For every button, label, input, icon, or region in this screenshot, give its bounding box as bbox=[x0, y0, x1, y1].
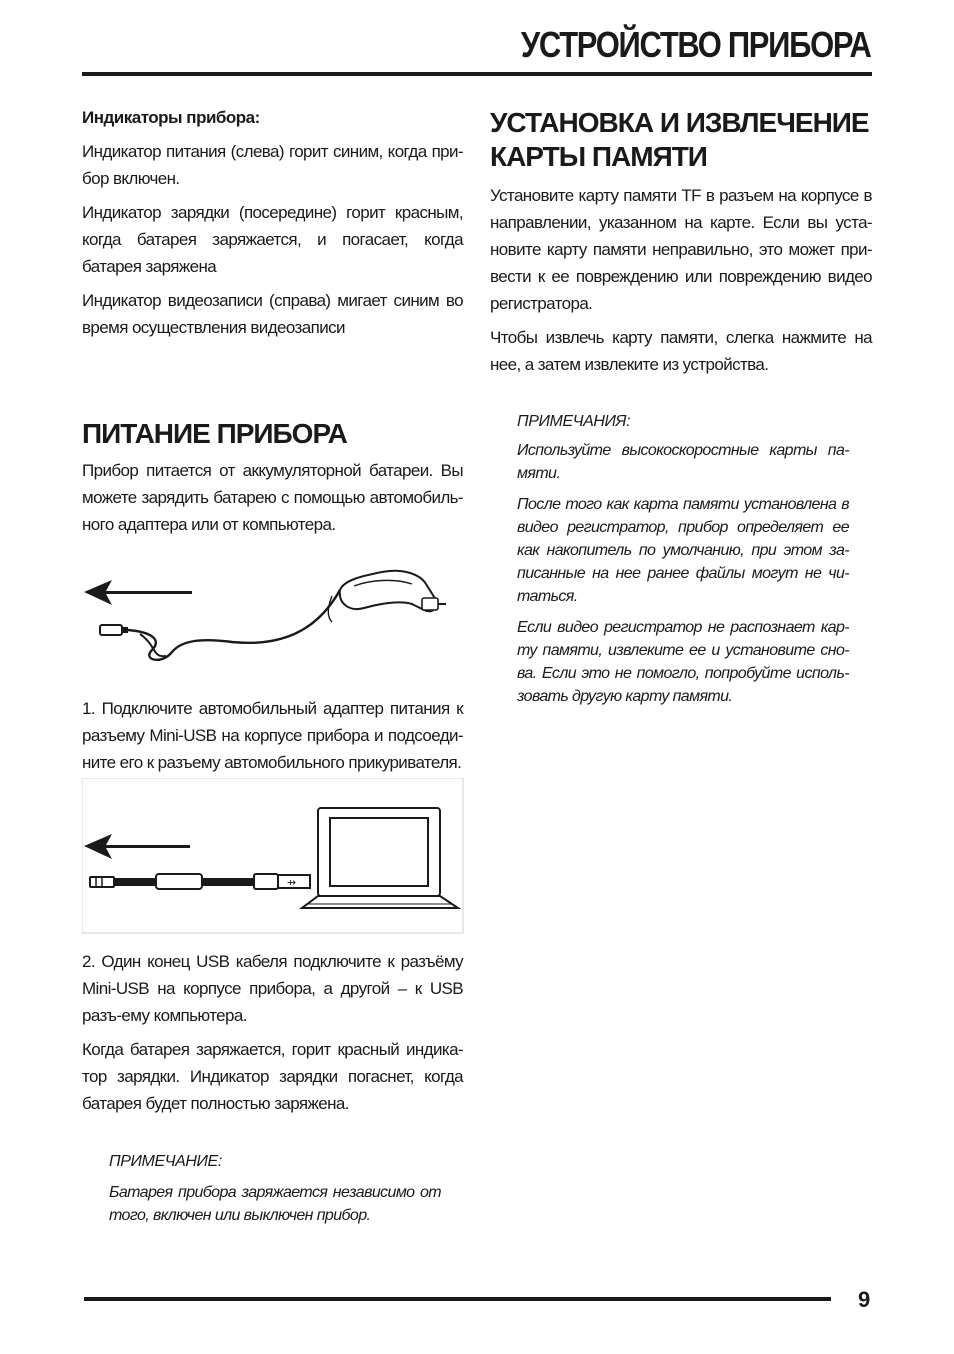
indicator-video-text: Индикатор видеозаписи (справа) мигает синим во время осуществления видеозаписи bbox=[82, 291, 463, 337]
car-adapter-illustration bbox=[82, 560, 462, 675]
indicators-section bbox=[82, 108, 463, 341]
indicator-power-text: Индикатор питания (слева) горит синим, когда при-бор включен. bbox=[82, 142, 463, 188]
memory-card-title bbox=[490, 106, 872, 174]
page-header-title: УСТРОЙСТВО ПРИБОРА bbox=[521, 24, 871, 65]
power-note-label: ПРИМЕЧАНИЕ: bbox=[109, 1153, 222, 1170]
step1-block bbox=[82, 695, 463, 776]
memory-notes-label: ПРИМЕЧАНИЯ: bbox=[517, 413, 631, 430]
power-intro-text: Прибор питается от аккумуляторной батареи. Вы можете зарядить батарею с помощью автомобиль-ного адаптера или от компьютера. bbox=[82, 461, 463, 534]
memory-note-3: Если видео регистратор не распознает кар-ту памяти, извлеките ее и установите сно-ва. Если это не помогло, попробуйте исполь-зовать другую карту памяти. bbox=[517, 619, 849, 705]
power-title: ПИТАНИЕ ПРИБОРА bbox=[82, 418, 347, 449]
power-note bbox=[109, 1153, 441, 1227]
step2-text: 2. Один конец USB кабеля подключите к разъёму Mini-USB на корпусе прибора, а другой – к USB разъ-ему компьютера. bbox=[82, 952, 463, 1025]
indicators-subhead: Индикаторы прибора: bbox=[82, 108, 260, 127]
memory-card-remove-text: Чтобы извлечь карту памяти, слегка нажмите на нее, а затем извлеките из устройства. bbox=[490, 328, 872, 374]
power-section bbox=[82, 417, 463, 538]
footer-rule bbox=[84, 1297, 831, 1301]
arrow-left-icon bbox=[84, 834, 190, 859]
usb-laptop-illustration bbox=[82, 778, 464, 934]
svg-text:⇸: ⇸ bbox=[287, 876, 297, 889]
power-note-text: Батарея прибора заряжается независимо от того, включен или выключен прибор. bbox=[109, 1184, 441, 1224]
memory-card-notes bbox=[517, 413, 849, 708]
memory-card-section bbox=[490, 106, 872, 378]
memory-note-2: После того как карта памяти установлена в видео регистратор, прибор определяет ее как накопитель по умолчанию, при этом за-писанные на нее ранее файлы могут не чи-таться. bbox=[517, 496, 849, 605]
indicator-charge-text: Индикатор зарядки (посередине) горит красным, когда батарея заряжается, и погасает, когда батарея заряжена bbox=[82, 203, 463, 276]
header-rule bbox=[82, 72, 872, 76]
memory-card-install-text: Установите карту памяти TF в разъем на корпусе в направлении, указанном на карте. Если вы уста-новите карту памяти неправильно, это может при-вести к ее повреждению или повреждению видео регистратора. bbox=[490, 186, 872, 313]
charging-indicator-text: Когда батарея заряжается, горит красный индика-тор зарядки. Индикатор зарядки погаснет, когда батарея будет полностью заряжена. bbox=[82, 1040, 463, 1113]
page-number: 9 bbox=[858, 1287, 871, 1312]
memory-card-title-line2: КАРТЫ ПАМЯТИ bbox=[490, 141, 707, 172]
arrow-left-icon bbox=[84, 580, 192, 605]
step1-text: 1. Подключите автомобильный адаптер питания к разъему Mini-USB на корпусе прибора и подсоеди-ните его к разъему автомобильного прикуривателя. bbox=[82, 699, 463, 772]
step2-block bbox=[82, 948, 463, 1117]
memory-note-1: Используйте высокоскоростные карты па-мяти. bbox=[517, 442, 849, 482]
memory-card-title-line1: УСТАНОВКА И ИЗВЛЕЧЕНИЕ bbox=[490, 107, 869, 138]
